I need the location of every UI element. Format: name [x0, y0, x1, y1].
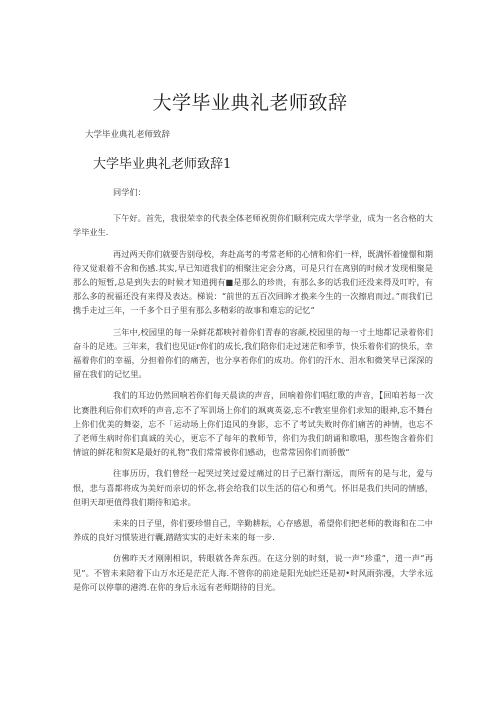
document-subtitle: 大学毕业典礼老师致辞	[85, 130, 171, 140]
salutation: 同学们：	[113, 187, 146, 197]
document-title: 大学毕业典礼老师致辞	[152, 92, 348, 114]
body-paragraph: 三年中,校园里的每一朵鲜花都映衬着你们青春的容颜,校园里的每一寸土地都记录着你们奋斗的足迹。三年来，我们也见证r你们的成长,我们陪你们走过迷茫和季节，快乐着你们的快乐，幸福着你们的幸福，分担着你们的痛苦，也分享若你们的成功。你们的汗水、泪水和微笑早已深深的留在我们的记忆里。	[73, 326, 433, 380]
body-paragraph: 再过两天你们就要告别母校，奔赴高考的考常老师的心情和你们一样，既满怀着憧憬和期待又觉艰着不舍和伤感.其实,早已知道我们的相聚注定会分离，可是只行在离别的时候才发现相聚是那么的短暂,总是到失去的时候才知道拥有■是那么的珍贵，有那么多的话我们还没来得及叮咛，有那么多的祝福还没有来得及表达。梯说：“前世的五百次回眸才换来今生的一次擦肩而过。”而我们已携手走过三年，一千多个日子里有那么多精彩的故事和难忘的记忆“	[73, 248, 433, 316]
body-paragraph: 未来的日子里，你们要珍惜自己，辛勤耕耘，心存感恩，希望你们把老师的教诲和在二中养成的良好习惯装进行囊,踏踏实实的走好未来的每一步.	[73, 518, 433, 543]
body-paragraph: 往事历历，我们曾经一起哭过笑过爱过痛过的日子已渐行渐远，而所有的是与北，爱与恨，悲与喜都将成为美好而亲切的怀念,将会给我们以生活的信心和勇气。怀旧是我们共同的情感，但明天却更值得我们期待和追求。	[73, 468, 433, 507]
body-paragraph: 我们的耳边仍然回响若你们每天晨读的声音，回响着你们唱红歌的声音，【回咱若每一次比赛胜利后你们欢呼的声音,忘不了军训场上你们的飒爽英姿,忘不r教室里你们求知的眼神,忘不舞台上你们优美的舞姿，忘不「运动场上你们追风的身影，忘不了考试失败时你们痛苦的神情，也忘不了老师生病时你们真诚的关心，更忘不了每年的教师节，你们为我们朗诵和歌唱，那些饱含着你们情谊的鲜花和贺K是最好的礼物”我们常常被你们感动，也常常因你们而骄傲“	[73, 390, 433, 458]
document-body	[73, 185, 433, 601]
section-heading: 大学毕业典礼老师致辞1	[93, 157, 232, 172]
body-paragraph: 仿佛昨天才刚刚相识，转眼就各奔东西。在这分别的时刻，说一声“珍重”，道一声“再见”。不管未来陪着下山万水还是茫茫人海.不管你的前途是阳光灿烂还是初•时风雨弥漫，大学永远是你可以停靠的港湾.在你的身后永远有老师期待的目光。	[73, 553, 433, 592]
body-paragraph: 下午好。首先，我很荣幸的代表全体老师祝贺你们顺利完成大学学业，成为一名合格的大学毕业生.	[73, 213, 433, 238]
